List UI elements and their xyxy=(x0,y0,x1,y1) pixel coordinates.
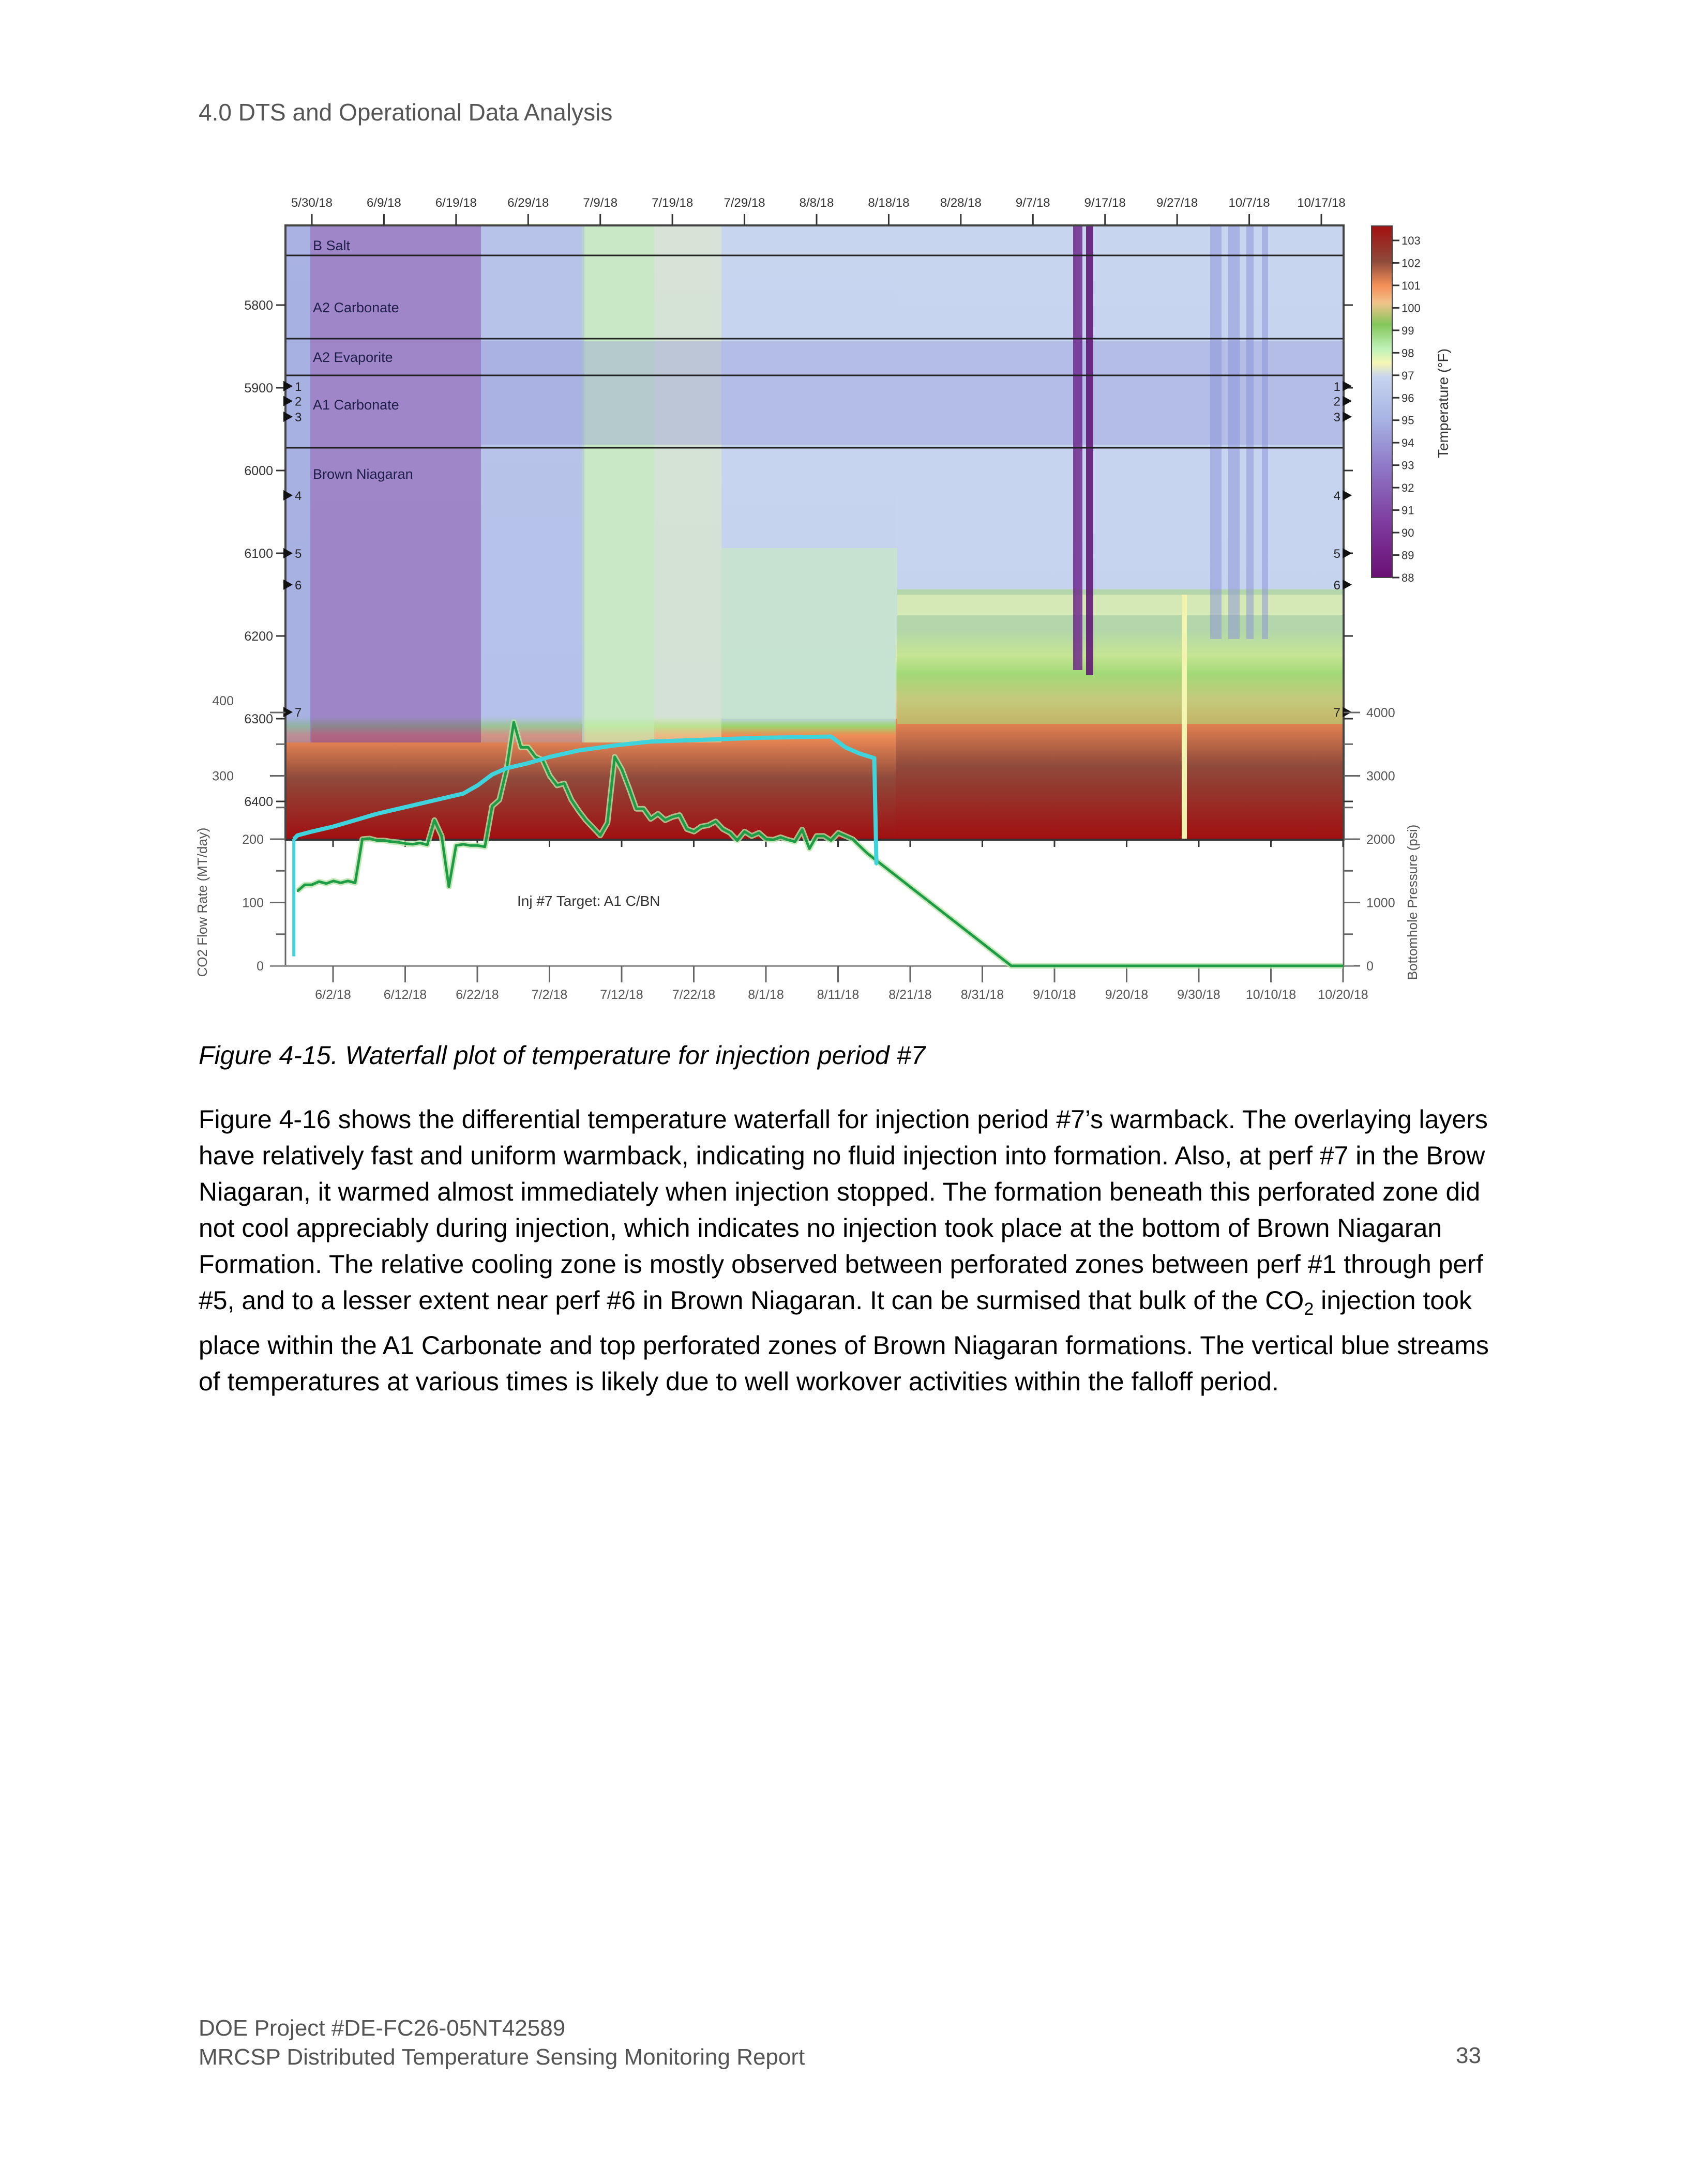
figure-caption: Figure 4-15. Waterfall plot of temperature for injection period #7 xyxy=(199,1041,926,1070)
perforation-marker xyxy=(1343,412,1352,422)
flow-rate-point xyxy=(707,825,709,826)
perforation-label: 2 xyxy=(295,395,302,409)
flow-rate-point xyxy=(520,747,522,748)
heatmap-workover-streak xyxy=(1210,225,1222,639)
perforation-label: 3 xyxy=(1333,411,1340,424)
colorbar-tick-label: 102 xyxy=(1401,256,1421,270)
top-date-axis xyxy=(291,196,1346,225)
flow-rate-point xyxy=(614,756,615,757)
pressure-point xyxy=(419,802,421,805)
heatmap-green-region xyxy=(721,548,897,719)
flow-tick-label: 300 xyxy=(212,769,234,784)
perforation-label: 6 xyxy=(1333,578,1340,593)
pressure-point xyxy=(722,738,724,740)
colorbar xyxy=(1372,226,1392,578)
flow-rate-point xyxy=(513,721,515,723)
flow-rate-point xyxy=(297,890,298,892)
top-axis-tick-label: 9/7/18 xyxy=(1015,196,1050,210)
perforation-marker xyxy=(1343,490,1352,501)
flow-rate-point xyxy=(679,814,681,816)
pressure-point xyxy=(845,746,847,748)
perforation-label: 2 xyxy=(1333,395,1340,409)
flow-rate-point xyxy=(780,837,781,838)
flow-rate-point xyxy=(556,784,558,786)
pressure-point xyxy=(477,784,479,786)
flow-rate-point xyxy=(650,818,652,820)
bottom-axis-tick-label: 7/12/18 xyxy=(600,988,643,1002)
flow-rate-point xyxy=(427,844,428,846)
flow-rate-point xyxy=(376,840,378,841)
flow-rate-point xyxy=(354,882,356,884)
top-axis-tick-label: 9/17/18 xyxy=(1084,196,1126,210)
top-axis-tick-label: 7/29/18 xyxy=(724,196,765,210)
flow-rate-point xyxy=(361,839,363,840)
flow-rate-point xyxy=(455,845,457,846)
pressure-point xyxy=(859,753,861,755)
perforation-marker xyxy=(1343,580,1352,590)
pressure-point xyxy=(506,767,508,769)
heatmap-warm-streak-late xyxy=(1182,595,1187,840)
injection-target-annotation: Inj #7 Target: A1 C/BN xyxy=(517,893,660,909)
perforation-label: 3 xyxy=(295,411,302,424)
flow-rate-point xyxy=(499,799,500,801)
top-axis-tick-label: 6/9/18 xyxy=(367,196,401,210)
top-axis-tick-label: 8/28/18 xyxy=(940,196,982,210)
heatmap-warm-streak xyxy=(582,225,654,742)
flow-rate-point xyxy=(441,835,443,837)
top-axis-tick-label: 8/18/18 xyxy=(868,196,910,210)
perforation-label: 4 xyxy=(1333,489,1340,503)
bottom-axis-tick-label: 9/30/18 xyxy=(1177,988,1220,1002)
section-header: 4.0 DTS and Operational Data Analysis xyxy=(199,99,613,126)
flow-rate-point xyxy=(809,848,810,850)
flow-rate-point xyxy=(304,884,306,886)
flow-rate-point xyxy=(866,853,868,854)
flow-rate-point xyxy=(672,816,673,818)
bottom-axis-tick-label: 8/21/18 xyxy=(888,988,932,1002)
flow-rate-point xyxy=(383,840,385,841)
footer-project: DOE Project #DE-FC26-05NT42589 xyxy=(199,2015,566,2041)
bottom-date-axis xyxy=(270,840,1368,1002)
flow-rate-point xyxy=(369,838,370,839)
flow-rate-point xyxy=(751,835,752,837)
depth-tick-label: 6300 xyxy=(244,712,273,726)
pressure-axis xyxy=(1344,706,1395,974)
bottom-axis-tick-label: 8/31/18 xyxy=(960,988,1004,1002)
top-axis-tick-label: 5/30/18 xyxy=(291,196,333,210)
colorbar-tick-label: 103 xyxy=(1401,234,1421,247)
pressure-point xyxy=(293,838,295,840)
bottom-axis-tick-label: 7/22/18 xyxy=(672,988,716,1002)
flow-rate-point xyxy=(802,829,803,830)
flow-rate-point xyxy=(592,827,594,829)
pressure-point xyxy=(876,863,878,866)
pressure-tick-label: 4000 xyxy=(1366,706,1395,720)
formation-label: Brown Niagaran xyxy=(313,466,413,482)
top-axis-tick-label: 6/29/18 xyxy=(507,196,549,210)
top-axis-tick-label: 9/27/18 xyxy=(1156,196,1198,210)
flow-rate-point xyxy=(694,831,695,832)
pressure-point xyxy=(354,819,356,821)
footer-report: MRCSP Distributed Temperature Sensing Monitoring Report xyxy=(199,2044,805,2070)
flow-tick-label: 200 xyxy=(242,832,264,847)
flow-rate-point xyxy=(1155,965,1156,967)
pressure-point xyxy=(333,826,335,828)
colorbar-tick-label: 91 xyxy=(1401,504,1414,517)
flow-rate-point xyxy=(333,880,334,882)
flow-rate-point xyxy=(405,843,406,844)
colorbar-tick-label: 88 xyxy=(1401,571,1414,584)
depth-tick-label: 6200 xyxy=(244,629,273,644)
flow-rate-point xyxy=(736,840,738,841)
pressure-point xyxy=(578,750,580,752)
body-paragraph xyxy=(199,1101,1491,1400)
pressure-point xyxy=(462,793,464,795)
bottom-axis-tick-label: 6/22/18 xyxy=(456,988,499,1002)
flow-rate-point xyxy=(491,806,493,807)
perforation-marker xyxy=(1343,396,1352,406)
flow-rate-point xyxy=(665,820,666,821)
flow-tick-label: 0 xyxy=(257,959,264,974)
flow-rate-point xyxy=(535,756,536,757)
pressure-point xyxy=(296,835,298,837)
flow-rate-point xyxy=(765,839,767,840)
flow-rate-point xyxy=(412,843,414,845)
formation-label: A2 Carbonate xyxy=(313,300,399,315)
perforation-marker xyxy=(1343,381,1352,391)
heatmap-cool-edge xyxy=(285,225,311,742)
pressure-point xyxy=(441,798,443,800)
flow-rate-point xyxy=(570,799,572,801)
bottom-axis-tick-label: 7/2/18 xyxy=(531,988,568,1002)
flow-rate-point xyxy=(787,839,789,841)
flow-rate-point xyxy=(643,808,644,810)
pressure-point xyxy=(549,756,551,758)
colorbar-tick-label: 98 xyxy=(1401,346,1414,360)
perforation-label: 6 xyxy=(295,578,302,593)
perforation-label: 5 xyxy=(1333,547,1340,561)
depth-tick-label: 6100 xyxy=(244,547,273,561)
co2-subscript: 2 xyxy=(1304,1299,1314,1319)
heatmap-workover-streak xyxy=(1086,225,1093,675)
formation-label: B Salt xyxy=(313,238,351,253)
pressure-point xyxy=(686,739,688,741)
depth-tick-label: 6000 xyxy=(244,464,273,478)
pressure-point xyxy=(758,737,760,739)
flow-rate-point xyxy=(657,813,659,815)
pressure-point xyxy=(527,762,529,764)
flow-rate-point xyxy=(830,840,832,841)
perforation-label: 4 xyxy=(295,489,302,503)
bottom-axis-tick-label: 6/12/18 xyxy=(383,988,427,1002)
perforation-label: 7 xyxy=(295,706,302,720)
bottom-axis-tick-label: 8/1/18 xyxy=(748,988,784,1002)
heatmap-warm-streak-2 xyxy=(654,225,721,742)
flow-rate-point xyxy=(462,843,464,845)
bottom-axis-tick-label: 10/20/18 xyxy=(1318,988,1368,1002)
flow-rate-point xyxy=(564,783,565,784)
flow-rate-point xyxy=(398,842,399,843)
formation-label: A2 Evaporite xyxy=(313,350,393,365)
flow-rate-point xyxy=(318,881,320,883)
colorbar-tick-label: 97 xyxy=(1401,369,1414,382)
perforation-label: 5 xyxy=(295,547,302,561)
page-number: 33 xyxy=(1456,2043,1481,2068)
pressure-point xyxy=(830,736,832,738)
body-text-part-2: injection took place within the A1 Carbonate and top perforated zones of Brown Niagaran formations. The vertical blue streams of temperatures at various times is likely due to well workover activities within the falloff period. xyxy=(199,1286,1489,1396)
flow-rate-point xyxy=(837,832,839,833)
flow-rate-point xyxy=(1011,965,1012,967)
heatmap-area xyxy=(285,225,1344,840)
heatmap-workover-streak xyxy=(1262,225,1268,639)
flow-rate-point xyxy=(311,884,313,886)
colorbar-tick-label: 92 xyxy=(1401,481,1414,495)
top-axis-tick-label: 8/8/18 xyxy=(799,196,834,210)
colorbar-ticks xyxy=(1392,234,1421,584)
depth-tick-label: 5800 xyxy=(244,298,273,313)
flow-rate-point xyxy=(1342,965,1344,967)
flow-rate-point xyxy=(722,828,724,830)
pressure-point xyxy=(491,774,493,776)
flow-rate-point xyxy=(700,826,702,827)
colorbar-tick-label: 100 xyxy=(1401,301,1421,315)
flow-rate-point xyxy=(816,835,818,837)
bottom-axis-tick-label: 9/10/18 xyxy=(1033,988,1076,1002)
bottom-axis-tick-label: 10/10/18 xyxy=(1245,988,1297,1002)
flow-rate-point xyxy=(347,880,349,882)
flow-rate-point xyxy=(585,820,586,821)
flow-rate-point xyxy=(419,842,421,844)
flow-rate-axis xyxy=(212,694,285,974)
flow-rate-point xyxy=(628,788,630,790)
flow-rate-point xyxy=(607,822,608,824)
flow-rate-point xyxy=(484,846,486,847)
flow-rate-point xyxy=(794,841,796,842)
colorbar-tick-label: 93 xyxy=(1401,459,1414,472)
flow-rate-point xyxy=(823,835,824,837)
pressure-point xyxy=(614,745,616,747)
heatmap-workover-streak xyxy=(1228,225,1240,639)
flow-rate-point xyxy=(636,808,637,810)
perforation-label: 7 xyxy=(1333,706,1340,720)
pressure-point xyxy=(650,740,652,742)
bottom-axis-tick-label: 9/20/18 xyxy=(1105,988,1149,1002)
pressure-point xyxy=(397,808,399,810)
pressure-point xyxy=(794,736,796,738)
heatmap-yellow-band-late xyxy=(897,595,1344,615)
pressure-point xyxy=(873,757,876,759)
flow-tick-label: 400 xyxy=(212,694,234,708)
depth-tick-label: 5900 xyxy=(244,381,273,396)
flow-rate-point xyxy=(744,831,745,832)
colorbar-tick-label: 95 xyxy=(1401,414,1414,427)
pressure-tick-label: 1000 xyxy=(1366,896,1395,911)
formation-label: A1 Carbonate xyxy=(313,397,399,413)
pressure-tick-label: 3000 xyxy=(1366,769,1395,784)
flow-rate-point xyxy=(686,828,688,830)
flow-rate-point xyxy=(578,810,579,811)
top-axis-tick-label: 10/17/18 xyxy=(1297,196,1346,210)
pressure-axis-label: Bottomhole Pressure (psi) xyxy=(1405,824,1420,980)
perforation-marker xyxy=(1343,548,1352,558)
flow-axis-label: CO2 Flow Rate (MT/day) xyxy=(194,827,210,977)
flow-rate-point xyxy=(390,841,392,842)
flow-rate-point xyxy=(434,820,435,821)
top-axis-tick-label: 6/19/18 xyxy=(435,196,477,210)
bottom-axis-tick-label: 6/2/18 xyxy=(315,988,351,1002)
top-axis-tick-label: 7/19/18 xyxy=(652,196,694,210)
pressure-tick-label: 2000 xyxy=(1366,832,1395,847)
colorbar-tick-label: 96 xyxy=(1401,391,1414,405)
depth-tick-label: 6400 xyxy=(244,795,273,809)
colorbar-tick-label: 90 xyxy=(1401,526,1414,540)
flow-rate-point xyxy=(325,883,327,884)
perforation-label: 1 xyxy=(295,380,302,394)
flow-rate-point xyxy=(448,886,449,887)
flow-rate-point xyxy=(729,832,731,833)
flow-tick-label: 100 xyxy=(242,896,264,911)
flow-rate-point xyxy=(773,839,774,841)
pressure-point xyxy=(376,813,378,815)
heatmap-cool-transition xyxy=(481,225,584,742)
body-text-part-1: Figure 4-16 shows the differential temperature waterfall for injection period #7’s warmback. The overlaying layers have relatively fast and uniform warmback, indicating no fluid injection into formation. Also, at perf #7 in the Brow Niagaran, it warmed almost immediately when injection stopped. The formation beneath this perforated zone did not cool appreciably during injection, which indicates no injection took place at the bottom of Brown Niagaran Formation. The relative cooling zone is mostly observed between perforated zones between perf #1 through perf #5, and to a lesser extent near perf #6 in Brown Niagaran. It can be surmised that bulk of the CO xyxy=(199,1105,1488,1315)
bottom-axis-tick-label: 8/11/18 xyxy=(817,988,860,1002)
flow-rate-point xyxy=(621,769,623,770)
flow-rate-point xyxy=(715,821,716,822)
flow-rate-point xyxy=(340,882,341,884)
colorbar-tick-label: 89 xyxy=(1401,549,1414,562)
flow-rate-point xyxy=(470,845,471,846)
flow-rate-point xyxy=(599,835,601,836)
heatmap-workover-streak xyxy=(1246,225,1254,639)
colorbar-tick-label: 101 xyxy=(1401,279,1421,292)
flow-rate-point xyxy=(528,747,529,748)
pressure-point xyxy=(311,830,313,832)
top-axis-tick-label: 10/7/18 xyxy=(1228,196,1270,210)
top-axis-tick-label: 7/9/18 xyxy=(583,196,618,210)
pressure-tick-label: 0 xyxy=(1366,959,1374,974)
perforation-label: 1 xyxy=(1333,380,1340,394)
flow-rate-point xyxy=(477,845,478,846)
flow-rate-point xyxy=(758,832,760,833)
footer xyxy=(199,2014,805,2072)
waterfall-figure xyxy=(0,0,1688,1034)
colorbar-tick-label: 99 xyxy=(1401,324,1414,337)
flow-rate-point xyxy=(549,775,551,777)
colorbar-label: Temperature (°F) xyxy=(1435,348,1451,458)
colorbar-tick-label: 94 xyxy=(1401,436,1414,450)
flow-rate-point xyxy=(852,839,853,840)
